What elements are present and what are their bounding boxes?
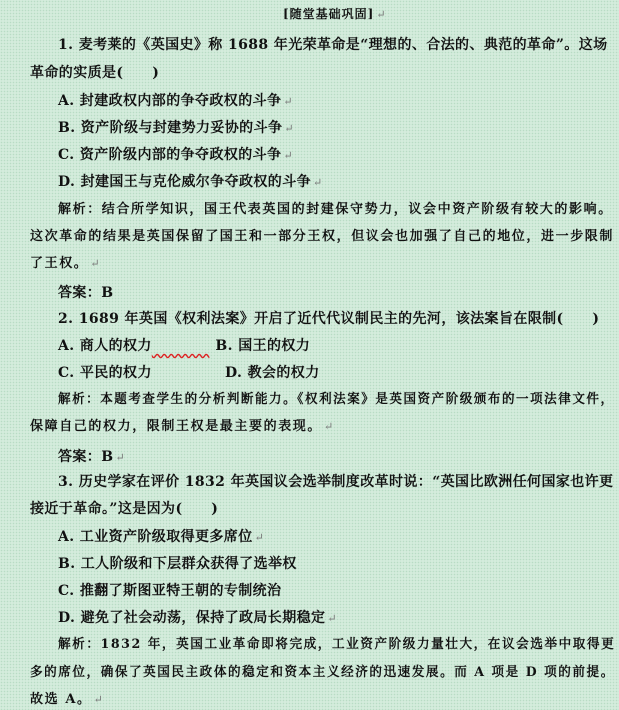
q2-analysis-line2: 保障自己的权力，限制王权是最主要的表现。 ↵ [30, 419, 335, 434]
q2-option-d: D. 教会的权力 [225, 365, 320, 381]
q2-stem: 2. 1689 年英国《权利法案》开启了近代代议制民主的先河，该法案旨在限制( ) [58, 311, 600, 327]
q1-option-b: B. 资产阶级与封建势力妥协的斗争 ↵ [58, 120, 295, 136]
q3-option-c: C. 推翻了斯图亚特王朝的专制统治 [58, 583, 282, 599]
q1-stem-line1: 1. 麦考莱的《英国史》称 1688 年光荣革命是“理想的、合法的、典范的革命”。这场 [58, 37, 608, 53]
q1-analysis-line2: 这次革命的结果是英国保留了国王和一部分王权，但议会也加强了自己的地位，进一步限制 [30, 229, 615, 244]
q1-analysis-line3: 了王权。 ↵ [30, 256, 102, 271]
q1-answer: 答案：B [58, 285, 114, 301]
q3-option-b: B. 工人阶级和下层群众获得了选举权 [58, 556, 297, 572]
q2-answer: 答案：B ↵ [58, 449, 126, 465]
q2-option-b: B. 国王的权力 [215, 338, 311, 354]
q2-options-row1 [58, 337, 310, 355]
q1-option-d: D. 封建国王与克伦威尔争夺政权的斗争 ↵ [58, 174, 323, 190]
q3-analysis-line2: 多的席位，确保了英国民主政体的稳定和资本主义经济的迅速发展。而 A 项是 D 项的前提。 [30, 665, 615, 680]
q3-analysis-line3: 故选 A。 ↵ [30, 692, 105, 707]
q3-stem-line1: 3. 历史学家在评价 1832 年英国议会选举制度改革时说：“英国比欧洲任何国家也许更 [58, 474, 614, 490]
q3-option-d: D. 避免了社会动荡，保持了政局长期稳定 ↵ [58, 610, 338, 626]
q2-spell-underline [152, 338, 210, 354]
q1-analysis-line1: 解析：结合所学知识，国王代表英国的封建保守势力，议会中资产阶级有较大的影响。 [58, 202, 613, 217]
q1-stem-line2: 革命的实质是( ) [30, 65, 160, 81]
q2-option-c: C. 平民的权力 [58, 365, 152, 381]
q2-option-a: A. 商人的权力 [58, 338, 152, 354]
q1-option-a: A. 封建政权内部的争夺政权的斗争 ↵ [58, 93, 294, 109]
q2-analysis-line1: 解析：本题考查学生的分析判断能力。《权利法案》是英国资产阶级颁布的一项法律文件， [58, 392, 615, 407]
q3-stem-line2: 接近于革命。”这是因为( ) [30, 501, 219, 517]
section-title: [随堂基础巩固] ↵ [283, 7, 387, 21]
q1-option-c: C. 资产阶级内部的争夺政权的斗争 ↵ [58, 147, 294, 163]
q3-option-a: A. 工业资产阶级取得更多席位 ↵ [58, 529, 265, 545]
q3-analysis-line1: 解析：1832 年，英国工业革命即将完成，工业资产阶级力量壮大，在议会选举中取得更 [58, 637, 616, 652]
